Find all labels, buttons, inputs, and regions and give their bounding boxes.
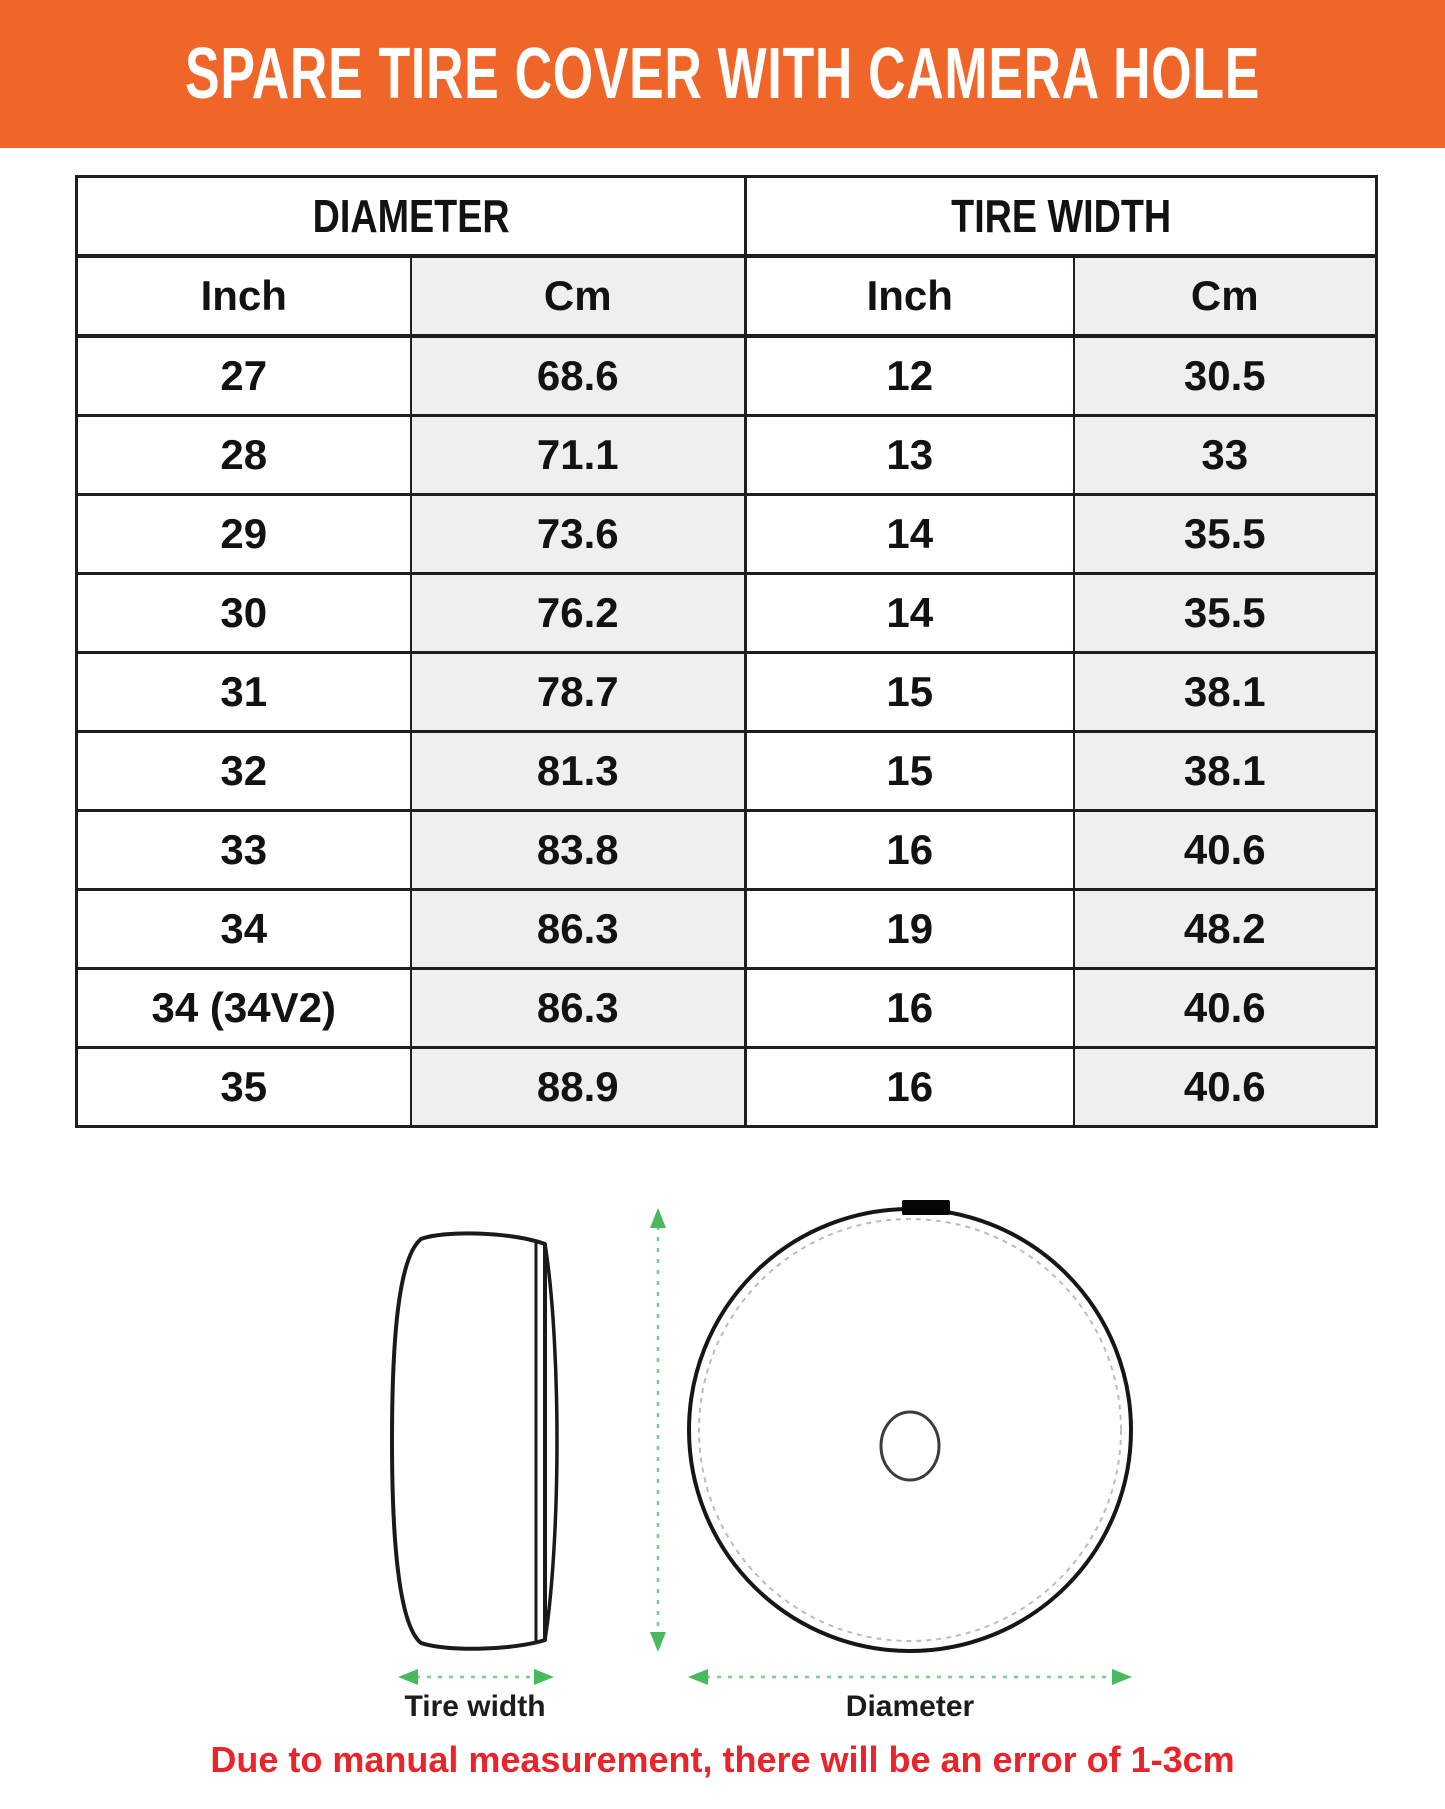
- table-row: [77, 732, 1377, 811]
- top-marker: [902, 1200, 950, 1215]
- inch-cell: 31: [77, 653, 411, 732]
- arrow-down-icon: [650, 1632, 666, 1652]
- camera-hole-circle: [881, 1412, 939, 1480]
- arrow-left-icon: [688, 1669, 708, 1685]
- cm-cell: 71.1: [411, 416, 746, 495]
- cm-cell: 38.1: [1074, 653, 1377, 732]
- inch-cell: 32: [77, 732, 411, 811]
- inch-cell: 29: [77, 495, 411, 574]
- diameter-cm-header: Cm: [411, 256, 746, 336]
- diameter-inch-header: Inch: [77, 256, 411, 336]
- inch-cell: 34 (34V2): [77, 969, 411, 1048]
- diameter-arrow: [688, 1669, 1132, 1685]
- inch-cell: 14: [746, 495, 1074, 574]
- cm-cell: 76.2: [411, 574, 746, 653]
- cm-cell: 38.1: [1074, 732, 1377, 811]
- inch-cell: 27: [77, 336, 411, 416]
- table-row: [77, 811, 1377, 890]
- table-row: [77, 969, 1377, 1048]
- tire-diagram: [0, 1180, 1445, 1725]
- cm-cell: 73.6: [411, 495, 746, 574]
- measurement-note: Due to manual measurement, there will be an error of 1-3cm: [210, 1739, 1235, 1780]
- inch-cell: 16: [746, 969, 1074, 1048]
- cm-cell: 86.3: [411, 969, 746, 1048]
- tire-front-view: [689, 1200, 1131, 1651]
- cm-cell: 33: [1074, 416, 1377, 495]
- diameter-label: Diameter: [845, 1690, 975, 1723]
- size-table-container: [75, 175, 1378, 1128]
- inch-cell: 14: [746, 574, 1074, 653]
- inch-cell: 19: [746, 890, 1074, 969]
- cm-cell: 35.5: [1074, 495, 1377, 574]
- cm-cell: 40.6: [1074, 811, 1377, 890]
- inch-cell: 15: [746, 653, 1074, 732]
- inch-cell: 16: [746, 1048, 1074, 1127]
- table-row: [77, 495, 1377, 574]
- cm-cell: 48.2: [1074, 890, 1377, 969]
- inch-cell: 33: [77, 811, 411, 890]
- inch-cell: 12: [746, 336, 1074, 416]
- inch-cell: 28: [77, 416, 411, 495]
- arrow-up-icon: [650, 1208, 666, 1228]
- inch-cell: 15: [746, 732, 1074, 811]
- table-row: [77, 574, 1377, 653]
- cm-cell: 81.3: [411, 732, 746, 811]
- diameter-group-label: DIAMETER: [312, 190, 510, 242]
- inch-cell: 34: [77, 890, 411, 969]
- inch-cell: 16: [746, 811, 1074, 890]
- column-group-diameter: [77, 177, 746, 257]
- vertical-diameter-arrow: [650, 1208, 666, 1652]
- arrow-right-icon: [1112, 1669, 1132, 1685]
- cm-cell: 83.8: [411, 811, 746, 890]
- cm-cell: 40.6: [1074, 969, 1377, 1048]
- tire-width-inch-header: Inch: [746, 256, 1074, 336]
- cm-cell: 86.3: [411, 890, 746, 969]
- tire-width-arrow: [398, 1669, 554, 1685]
- size-table: [75, 175, 1378, 1128]
- arrow-right-icon: [534, 1669, 554, 1685]
- cm-cell: 68.6: [411, 336, 746, 416]
- table-row: [77, 653, 1377, 732]
- tire-width-group-label: TIRE WIDTH: [951, 190, 1172, 242]
- group-header-row: [77, 177, 1377, 257]
- tire-width-cm-header: Cm: [1074, 256, 1377, 336]
- table-row: [77, 1048, 1377, 1127]
- table-row: [77, 416, 1377, 495]
- unit-header-row: [77, 256, 1377, 336]
- inch-cell: 35: [77, 1048, 411, 1127]
- cm-cell: 30.5: [1074, 336, 1377, 416]
- tire-side-view: [392, 1233, 557, 1648]
- page-title: SPARE TIRE COVER WITH CAMERA HOLE: [185, 34, 1261, 114]
- cm-cell: 35.5: [1074, 574, 1377, 653]
- side-view-outline: [392, 1233, 545, 1648]
- arrow-left-icon: [398, 1669, 418, 1685]
- banner: [0, 0, 1445, 148]
- inch-cell: 30: [77, 574, 411, 653]
- inch-cell: 13: [746, 416, 1074, 495]
- table-row: [77, 890, 1377, 969]
- cm-cell: 40.6: [1074, 1048, 1377, 1127]
- column-group-tire-width: [746, 177, 1377, 257]
- table-row: [77, 336, 1377, 416]
- cm-cell: 88.9: [411, 1048, 746, 1127]
- tire-width-label: Tire width: [404, 1690, 546, 1723]
- cm-cell: 78.7: [411, 653, 746, 732]
